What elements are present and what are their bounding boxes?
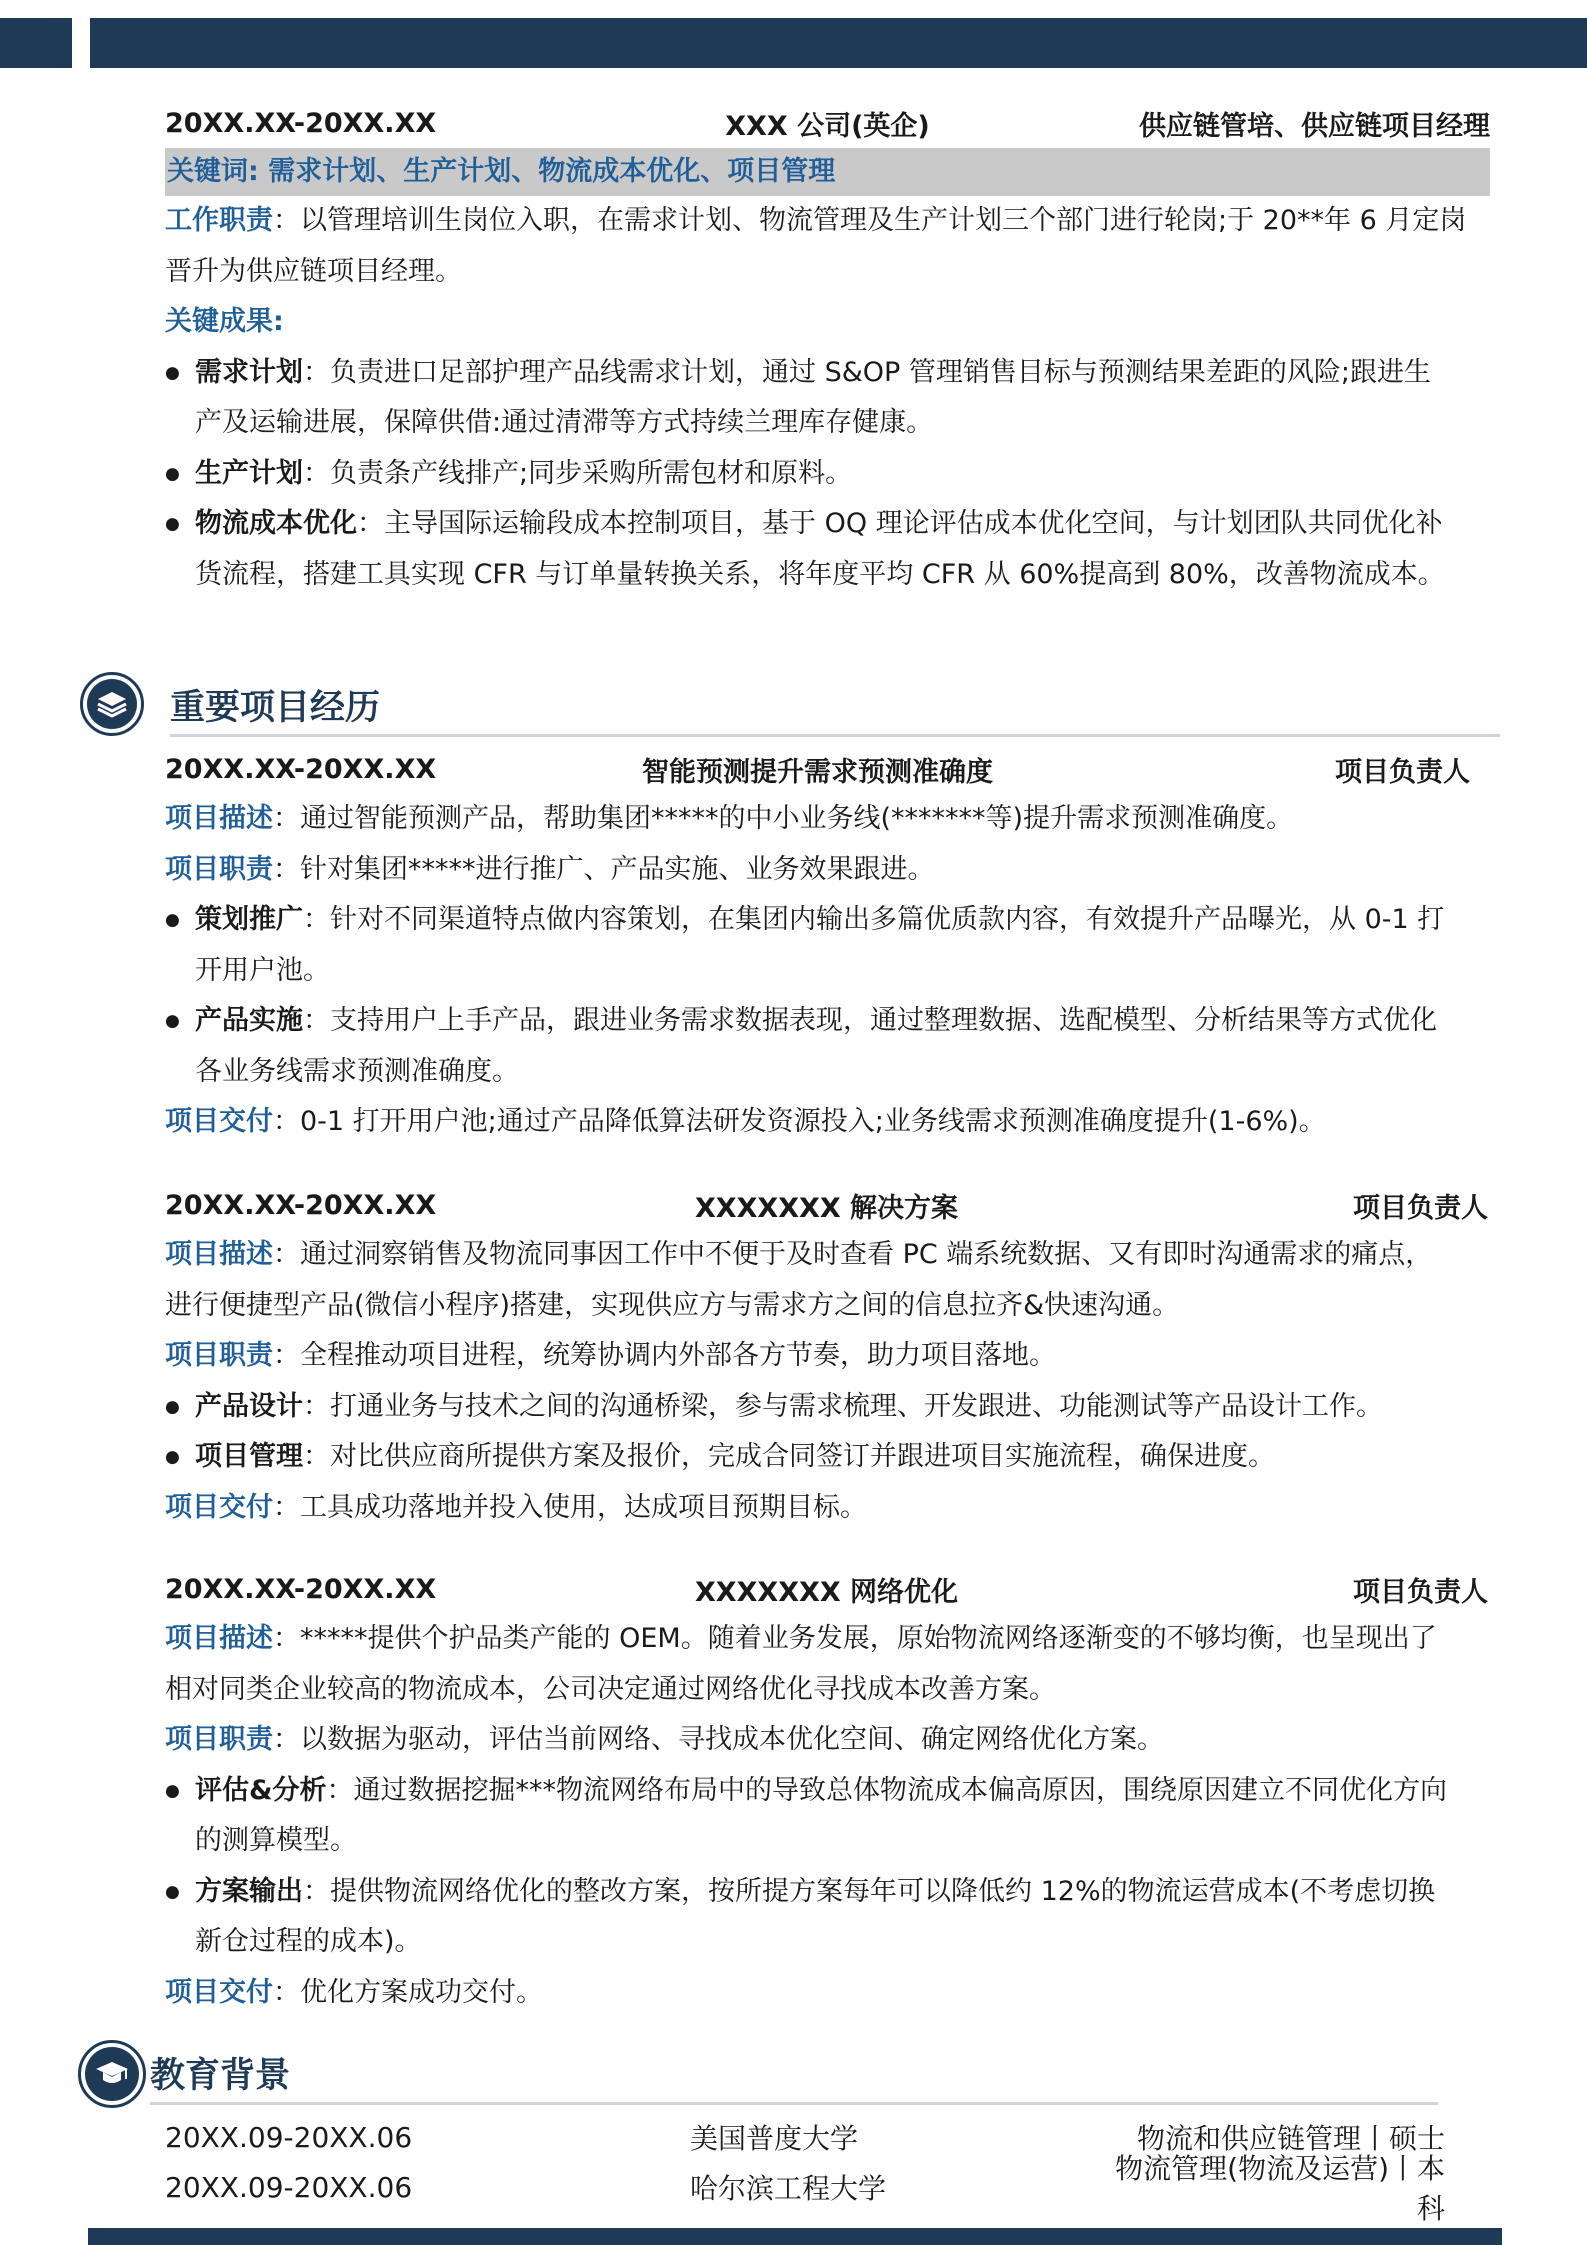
result-item bbox=[165, 348, 1490, 449]
project-deliver bbox=[165, 1968, 1490, 2019]
project-desc bbox=[165, 1230, 1490, 1281]
job-company: XXX 公司(英企) bbox=[725, 110, 930, 142]
result-text: ：主导国际运输段成本控制项目，基于 OQ 理论评估成本优化空间，与计划团队共同优化补 bbox=[357, 508, 1443, 539]
footer-bar bbox=[88, 2228, 1502, 2245]
result-title: 物流成本优化 bbox=[195, 508, 357, 539]
bullet-text-cont: 新仓过程的成本)。 bbox=[195, 1926, 422, 1957]
bullet-text-cont: 各业务线需求预测准确度。 bbox=[195, 1055, 519, 1087]
layers-icon bbox=[80, 672, 144, 736]
project-name: XXXXXXX 解决方案 bbox=[694, 1192, 959, 1224]
edu-major: 物流管理(物流及运营)丨本科 bbox=[1115, 2152, 1445, 2225]
project-deliver bbox=[165, 1097, 1490, 1148]
duty-label: 项目职责 bbox=[165, 853, 273, 885]
project-date: 20XX.XX-20XX.XX bbox=[165, 1573, 437, 1605]
duty-label: 项目职责 bbox=[165, 1724, 273, 1755]
result-title: 需求计划 bbox=[195, 356, 303, 388]
education-row bbox=[165, 2152, 1490, 2225]
duty-text: ：以数据为驱动，评估当前网络、寻找成本优化空间、确定网络优化方案。 bbox=[273, 1724, 1164, 1755]
deliver-text: ：优化方案成功交付。 bbox=[273, 1976, 543, 2008]
project-entry bbox=[165, 1564, 1490, 2018]
project-bullet bbox=[165, 1867, 1490, 1968]
project-role: 项目负责人 bbox=[1335, 756, 1470, 788]
desc-label: 项目描述 bbox=[165, 803, 273, 834]
deliver-text: ：工具成功落地并投入使用，达成项目预期目标。 bbox=[273, 1491, 867, 1523]
education-list bbox=[165, 2112, 1490, 2225]
bullet-text: ：通过数据挖掘***物流网络布局中的导致总体物流成本偏高原因，围绕原因建立不同优化方向 bbox=[326, 1774, 1448, 1806]
deliver-label: 项目交付 bbox=[165, 1976, 273, 2008]
bullet-text: ：针对不同渠道特点做内容策划，在集团内输出多篇优质款内容，有效提升产品曝光，从 0-1 打 bbox=[303, 904, 1445, 935]
education-section-header bbox=[78, 2040, 1498, 2120]
project-duty bbox=[165, 1331, 1490, 1382]
desc-text: ：*****提供个护品类产能的 OEM。随着业务发展，原始物流网络逐渐变的不够均衡，也呈现出了 bbox=[273, 1623, 1437, 1654]
result-text: ：负责进口足部护理产品线需求计划，通过 S&OP 管理销售目标与预测结果差距的风险;跟进生 bbox=[303, 356, 1431, 388]
section-title: 教育背景 bbox=[150, 2056, 291, 2096]
projects-section-header bbox=[80, 672, 1500, 752]
job-duty-cont: 晋升为供应链项目经理。 bbox=[165, 255, 462, 287]
bullet-text-cont: 的测算模型。 bbox=[195, 1825, 357, 1856]
job-date: 20XX.XX-20XX.XX bbox=[165, 107, 437, 139]
project-header bbox=[165, 1564, 1490, 1614]
edu-school: 哈尔滨工程大学 bbox=[690, 2172, 887, 2205]
bullet-text: ：对比供应商所提供方案及报价，完成合同签订并跟进项目实施流程，确保进度。 bbox=[303, 1441, 1275, 1472]
bullet-text: ：支持用户上手产品，跟进业务需求数据表现，通过整理数据、选配模型、分析结果等方式优化 bbox=[303, 1005, 1437, 1036]
bullet-title: 产品设计 bbox=[195, 1390, 303, 1422]
result-item bbox=[165, 449, 1490, 500]
project-date: 20XX.XX-20XX.XX bbox=[165, 1189, 437, 1221]
project-desc bbox=[165, 794, 1490, 845]
project-role: 项目负责人 bbox=[1353, 1576, 1488, 1608]
project-header bbox=[165, 1180, 1490, 1230]
project-role: 项目负责人 bbox=[1353, 1192, 1488, 1224]
section-divider bbox=[170, 734, 1500, 737]
deliver-label: 项目交付 bbox=[165, 1491, 273, 1523]
project-entry bbox=[165, 1180, 1490, 1533]
edu-school: 美国普度大学 bbox=[690, 2122, 859, 2155]
project-entry bbox=[165, 744, 1490, 1148]
result-text: ：负责条产线排产;同步采购所需包材和原料。 bbox=[303, 457, 853, 489]
result-title: 生产计划 bbox=[195, 457, 303, 489]
edu-date: 20XX.09-20XX.06 bbox=[165, 2120, 413, 2154]
project-desc-cont: 相对同类企业较高的物流成本，公司决定通过网络优化寻找成本改善方案。 bbox=[165, 1673, 1056, 1705]
desc-label: 项目描述 bbox=[165, 1239, 273, 1270]
result-text-cont: 货流程，搭建工具实现 CFR 与订单量转换关系，将年度平均 CFR 从 60%提高到 80%，改善物流成本。 bbox=[195, 558, 1445, 590]
job-keywords: 关键词: 需求计划、生产计划、物流成本优化、项目管理 bbox=[165, 148, 1490, 196]
desc-label: 项目描述 bbox=[165, 1623, 273, 1654]
project-name: 智能预测提升需求预测准确度 bbox=[642, 756, 993, 788]
bullet-title: 策划推广 bbox=[195, 904, 303, 935]
section-title: 重要项目经历 bbox=[170, 688, 381, 728]
header-bar bbox=[90, 18, 1587, 68]
project-duty bbox=[165, 845, 1490, 896]
deliver-label: 项目交付 bbox=[165, 1106, 273, 1137]
project-desc bbox=[165, 1614, 1490, 1665]
project-desc-cont: 进行便捷型产品(微信小程序)搭建，实现供应方与需求方之间的信息拉齐&快速沟通。 bbox=[165, 1289, 1180, 1321]
bullet-title: 项目管理 bbox=[195, 1441, 303, 1472]
bullet-text-cont: 开用户池。 bbox=[195, 954, 330, 986]
job-role: 供应链管培、供应链项目经理 bbox=[1139, 110, 1490, 142]
project-header bbox=[165, 744, 1490, 794]
duty-text: ：全程推动项目进程，统筹协调内外部各方节奏，助力项目落地。 bbox=[273, 1340, 1056, 1371]
section-divider bbox=[150, 2102, 1438, 2105]
project-date: 20XX.XX-20XX.XX bbox=[165, 753, 437, 785]
project-deliver bbox=[165, 1483, 1490, 1534]
result-item bbox=[165, 499, 1490, 600]
project-name: XXXXXXX 网络优化 bbox=[694, 1576, 959, 1608]
bullet-title: 产品实施 bbox=[195, 1005, 303, 1036]
project-bullet bbox=[165, 1382, 1490, 1433]
bullet-title: 评估&分析 bbox=[195, 1774, 327, 1806]
bullet-text: ：提供物流网络优化的整改方案，按所提方案每年可以降低约 12%的物流运营成本(不考虑切换 bbox=[303, 1875, 1436, 1907]
desc-text: ：通过智能预测产品，帮助集团*****的中小业务线(*******等)提升需求预测准确度。 bbox=[273, 803, 1294, 834]
duty-label: 项目职责 bbox=[165, 1340, 273, 1371]
result-text-cont: 产及运输进展，保障供借:通过清滞等方式持续兰理库存健康。 bbox=[195, 407, 934, 438]
bullet-title: 方案输出 bbox=[195, 1875, 303, 1907]
edu-date: 20XX.09-20XX.06 bbox=[165, 2170, 413, 2204]
job-entry bbox=[165, 98, 1490, 600]
duty-text: ：以管理培训生岗位入职，在需求计划、物流管理及生产计划三个部门进行轮岗;于 20**年 6 月定岗 bbox=[273, 205, 1467, 236]
desc-text: ：通过洞察销售及物流同事因工作中不便于及时查看 PC 端系统数据、又有即时沟通需求的痛点， bbox=[273, 1239, 1433, 1270]
project-bullet bbox=[165, 1766, 1490, 1867]
bullet-text: ：打通业务与技术之间的沟通桥梁，参与需求梳理、开发跟进、功能测试等产品设计工作。 bbox=[303, 1390, 1383, 1422]
project-bullet bbox=[165, 895, 1490, 996]
deliver-text: ：0-1 打开用户池;通过产品降低算法研发资源投入;业务线需求预测准确度提升(1-6%)。 bbox=[273, 1106, 1326, 1137]
header-accent-block bbox=[0, 18, 72, 68]
duty-label: 工作职责 bbox=[165, 205, 273, 236]
duty-text: ：针对集团*****进行推广、产品实施、业务效果跟进。 bbox=[273, 853, 935, 885]
job-duty bbox=[165, 196, 1490, 247]
edu-major: 物流和供应链管理丨硕士 bbox=[1136, 2122, 1445, 2155]
job-header bbox=[165, 98, 1490, 148]
results-label: 关键成果: bbox=[165, 306, 284, 337]
project-bullet bbox=[165, 996, 1490, 1097]
graduation-cap-icon bbox=[78, 2040, 146, 2108]
project-duty bbox=[165, 1715, 1490, 1766]
project-bullet bbox=[165, 1432, 1490, 1483]
